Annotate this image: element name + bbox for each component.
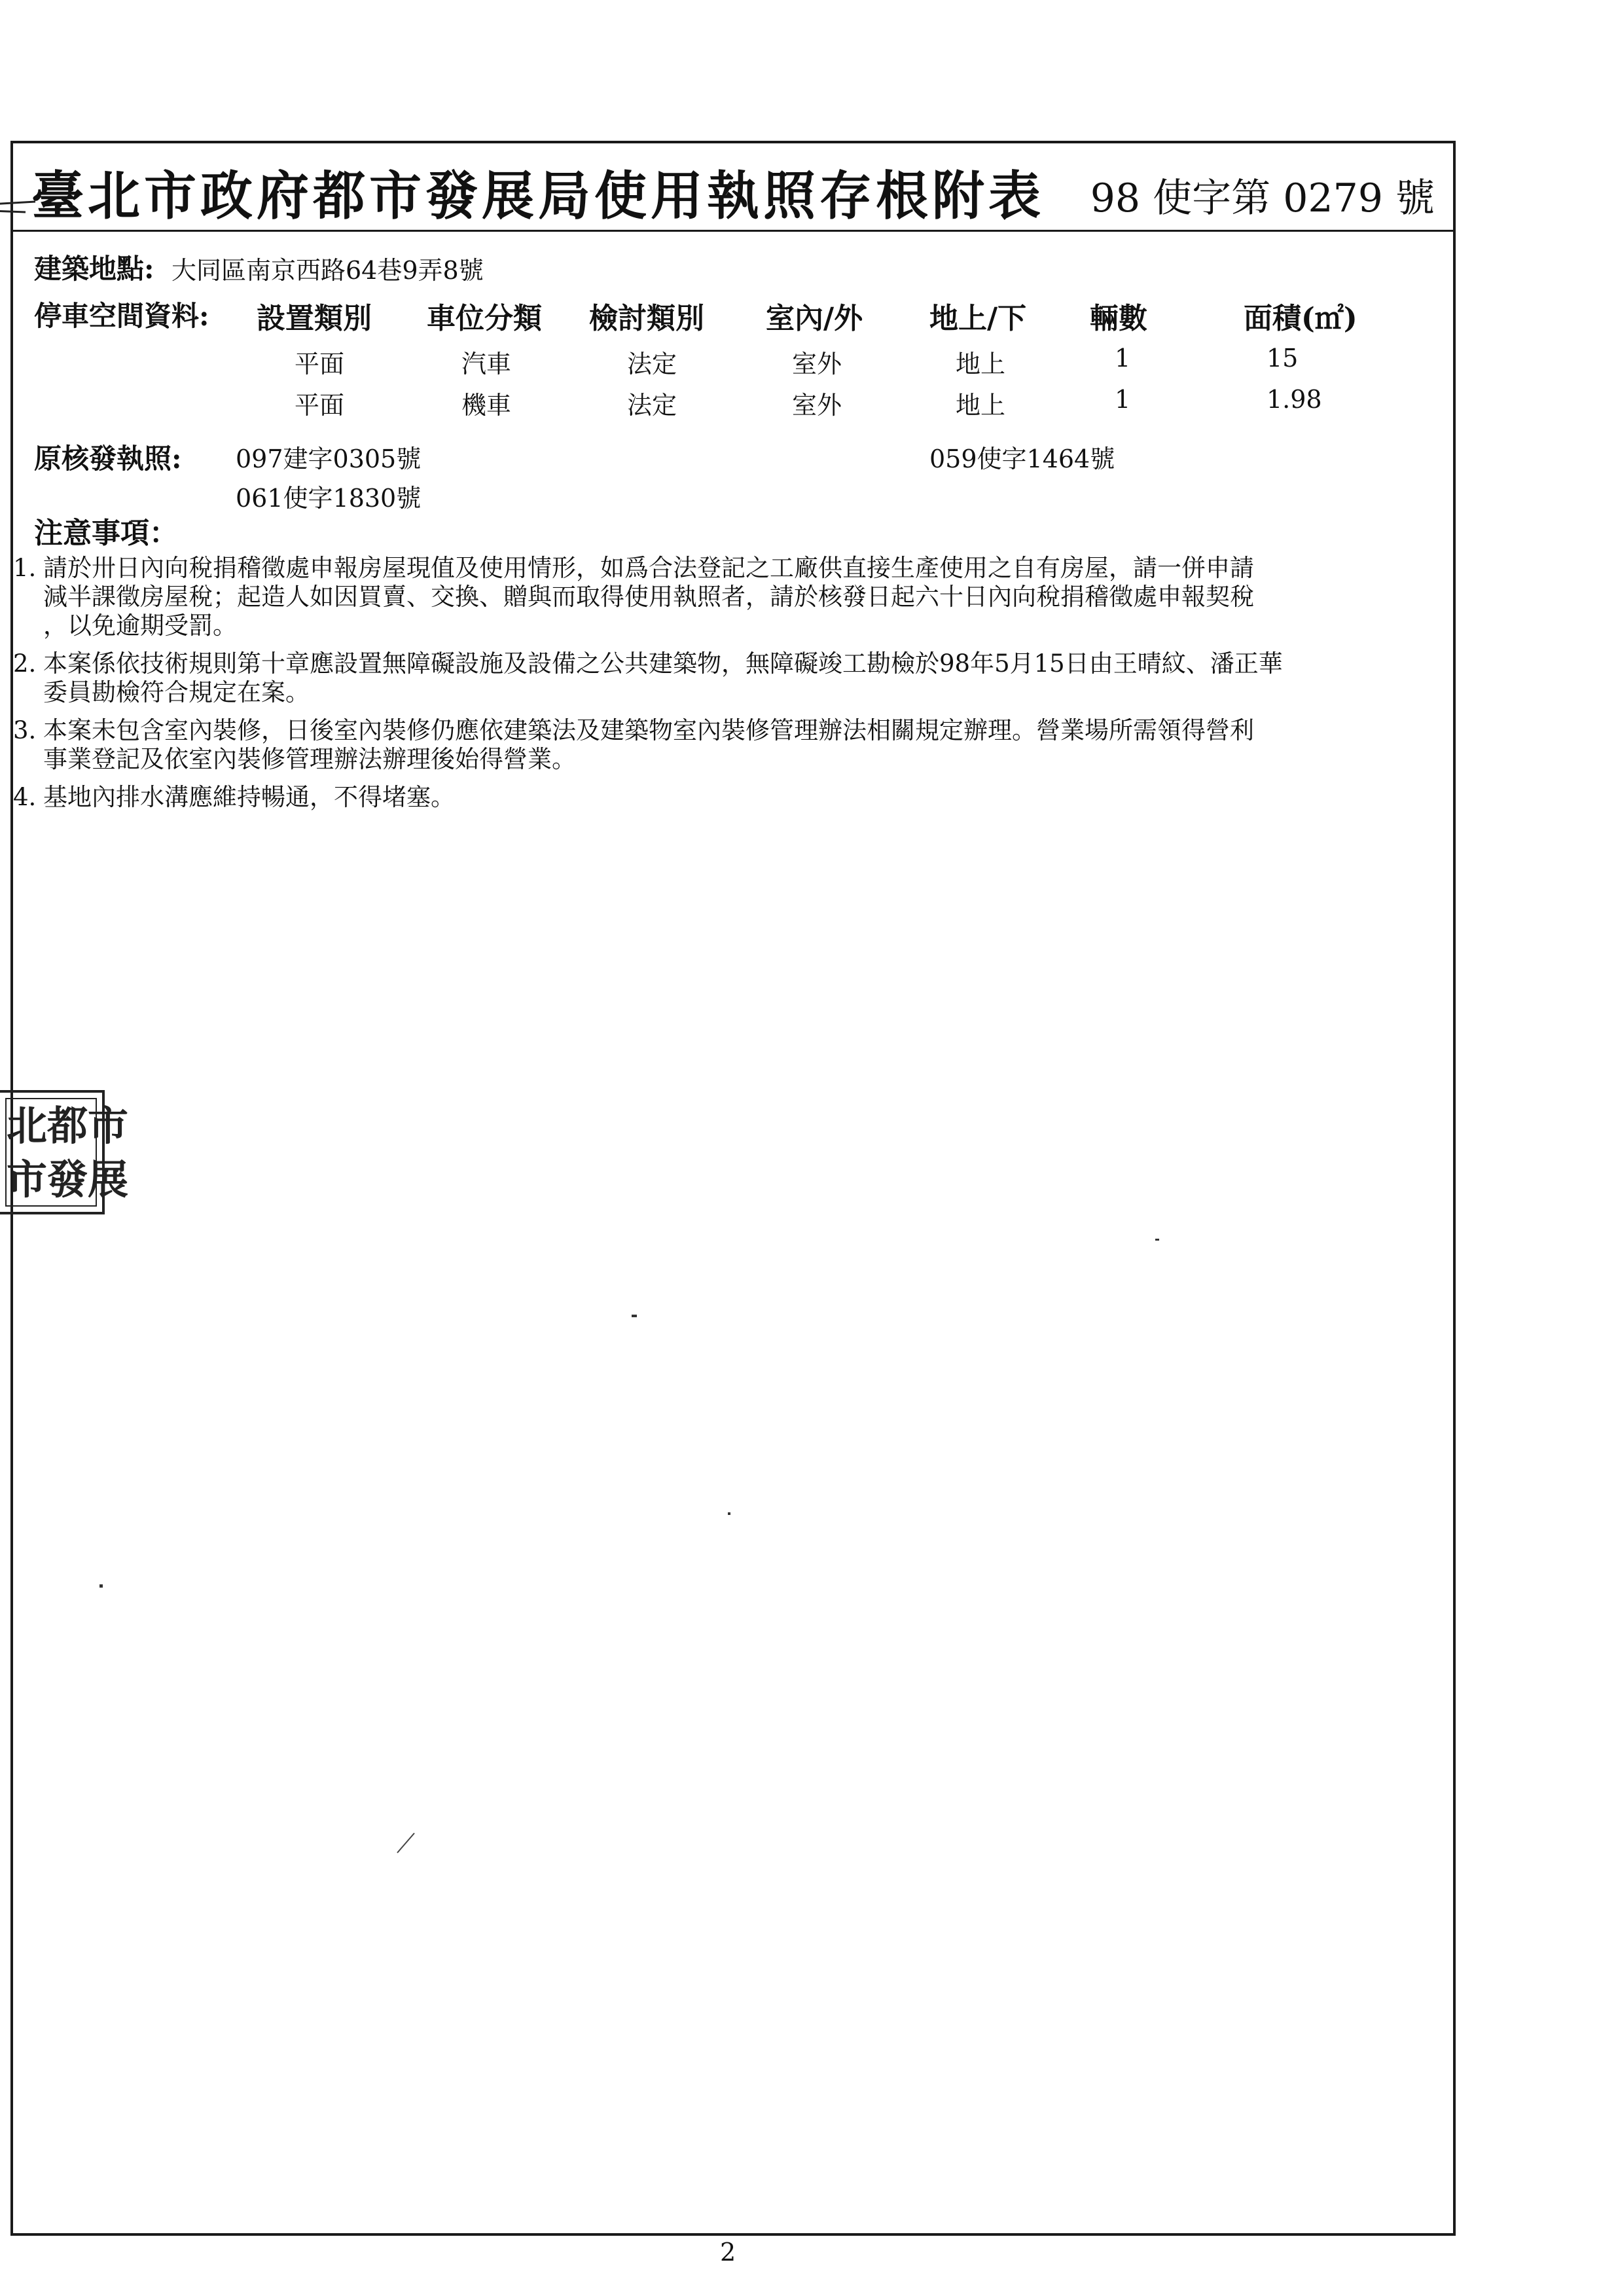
- table-cell: 室外: [792, 350, 842, 378]
- note-line: 基地內排水溝應維持暢通，不得堵塞。: [43, 783, 455, 811]
- note-line: 本案未包含室內裝修，日後室內裝修仍應依建築法及建築物室內裝修管理辦法相關規定辦理。營業場所需領得營利: [43, 716, 1254, 744]
- note-number: 4.: [13, 783, 37, 811]
- seal-char: 都: [47, 1102, 88, 1150]
- table-cell: 平面: [295, 391, 345, 420]
- original-license-item: 061使字1830號: [236, 484, 422, 513]
- notes-title: 注意事項：: [34, 517, 178, 550]
- table-cell: 法定: [627, 391, 677, 420]
- scan-stroke: [396, 1832, 416, 1854]
- note-item: [13, 783, 1424, 812]
- original-license-item: 097建字0305號: [236, 445, 422, 473]
- title-row: [13, 143, 1453, 232]
- note-line: ，以免逾期受罰。: [43, 611, 237, 640]
- official-seal: [0, 1090, 129, 1214]
- note-line: 請於卅日內向稅捐稽徵處申報房屋現值及使用情形，如爲合法登記之工廠供直接生產使用之自有房屋，請一併申請: [43, 554, 1254, 582]
- ink-stroke-mark: [0, 196, 42, 216]
- seal-char: 市: [7, 1156, 48, 1203]
- table-cell: 汽車: [461, 350, 512, 378]
- scan-speck: [632, 1315, 637, 1317]
- seal-char: 市: [88, 1102, 129, 1150]
- original-license-label: 原核發執照:: [34, 443, 182, 475]
- table-cell: 機車: [461, 391, 512, 420]
- note-number: 1.: [13, 554, 37, 582]
- scan-speck: [1155, 1239, 1159, 1241]
- scan-speck: [728, 1512, 730, 1515]
- seal-char: 展: [88, 1156, 129, 1203]
- note-item: [13, 554, 1424, 640]
- col-header-indoor: 室內/外: [766, 302, 863, 335]
- note-line: 本案係依技術規則第十章應設置無障礙設施及設備之公共建築物，無障礙竣工勘檢於98年5月15日由王晴紋、潘正華: [43, 649, 1283, 678]
- table-cell: 平面: [295, 350, 345, 378]
- license-number: 98 使字第 0279 號: [1090, 175, 1435, 221]
- table-cell: 1: [1115, 344, 1131, 373]
- table-cell: 15: [1267, 344, 1299, 373]
- col-header-category: 車位分類: [427, 302, 542, 335]
- col-header-review: 檢討類別: [589, 302, 704, 335]
- page-title: 臺北市政府都市發展局使用執照存根附表: [31, 165, 1045, 227]
- address-value: 大同區南京西路64巷9弄8號: [171, 256, 484, 285]
- table-cell: 法定: [627, 350, 677, 378]
- note-number: 2.: [13, 649, 37, 678]
- note-line: 減半課徵房屋稅；起造人如因買賣、交換、贈與而取得使用執照者，請於核發日起六十日內向稅捐稽徵處申報契稅: [43, 583, 1254, 611]
- address-label: 建築地點:: [34, 253, 154, 285]
- table-cell: 地上: [956, 391, 1006, 420]
- seal-char: 發: [47, 1156, 88, 1203]
- original-license-item: 059使字1464號: [929, 445, 1115, 473]
- note-item: [13, 716, 1424, 774]
- table-cell: 1.98: [1267, 385, 1322, 414]
- note-item: [13, 649, 1424, 707]
- note-number: 3.: [13, 716, 37, 744]
- parking-label: 停車空間資料:: [34, 300, 209, 332]
- col-header-count: 輛數: [1090, 302, 1147, 335]
- col-header-type: 設置類別: [257, 302, 372, 335]
- table-cell: 1: [1115, 385, 1131, 414]
- document-frame: [10, 141, 1456, 2236]
- table-cell: 地上: [956, 350, 1006, 378]
- note-line: 事業登記及依室內裝修管理辦法辦理後始得營業。: [43, 745, 576, 773]
- note-line: 委員勘檢符合規定在案。: [43, 678, 310, 706]
- col-header-level: 地上/下: [929, 302, 1027, 335]
- scan-speck: [99, 1584, 103, 1588]
- page-number: 2: [720, 2238, 736, 2267]
- seal-inner: [5, 1098, 129, 1207]
- col-header-area: 面積(㎡): [1244, 302, 1357, 335]
- table-cell: 室外: [792, 391, 842, 420]
- seal-char: 北: [7, 1102, 48, 1150]
